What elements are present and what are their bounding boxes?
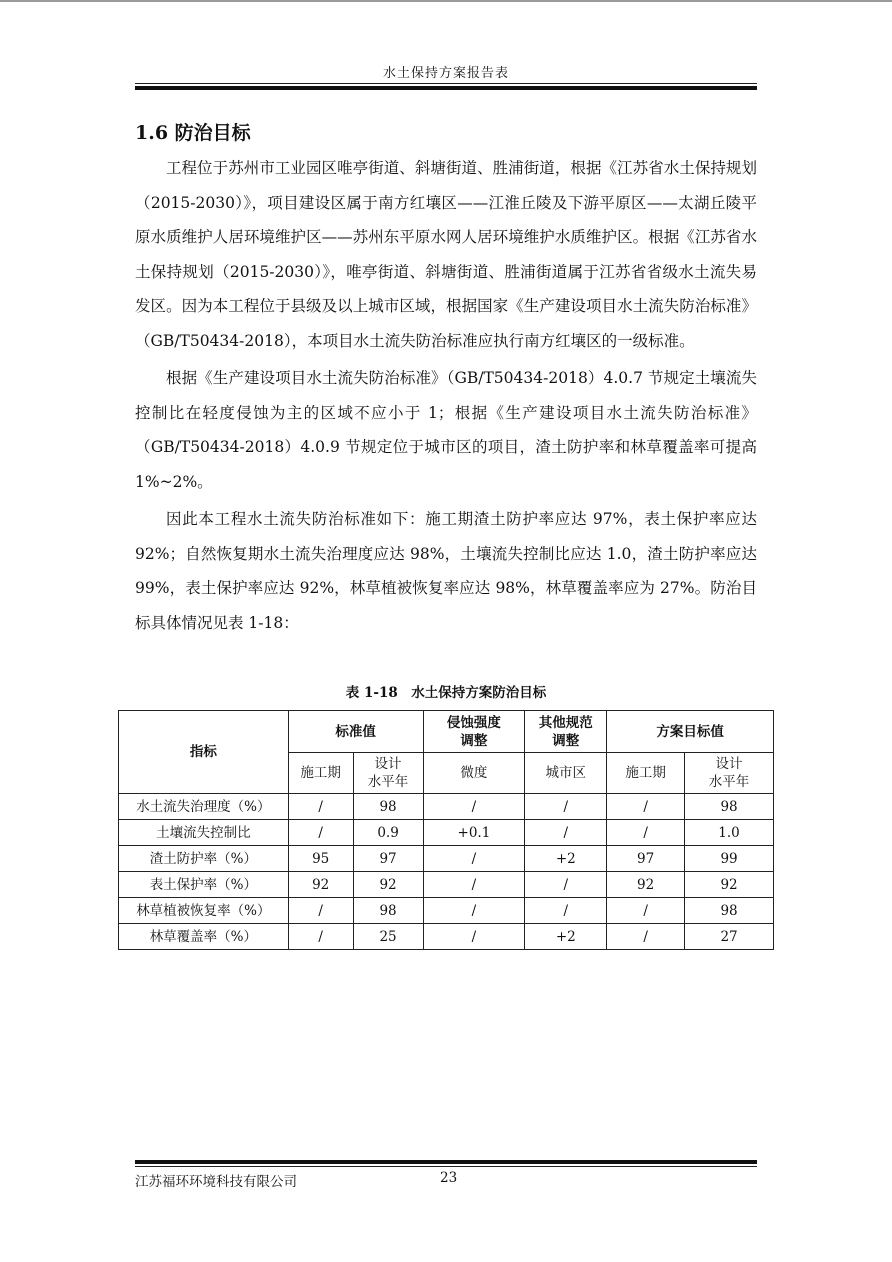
header-standard: 标准值 [288,711,423,753]
header-other-sub: 城市区 [525,753,607,794]
header-design-year: 设计 水平年 [353,753,423,794]
table-cell: 0.9 [353,820,423,846]
paragraph-location: 工程位于苏州市工业园区唯亭街道、斜塘街道、胜浦街道，根据《江苏省水土保持规划（2015-2030）》，项目建设区属于南方红壤区——江淮丘陵及下游平原区——太湖丘陵平原水质维护人居环境维护区——苏州东平原水网人居环境维护水质维护区。根据《江苏省水土保持规划（2015-2030）》，唯亭街道、斜塘街道、胜浦街道属于江苏省省级水土流失易发区。因为本工程位于县级及以上城市区域，根据国家《生产建设项目水土流失防治标准》（GB/T50434-2018），本项目水土流失防治标准应执行南方红壤区的一级标准。 [135,159,757,350]
row-indicator-name: 水土流失治理度（%） [119,794,289,820]
table-cell: / [423,872,525,898]
table-cell: 25 [353,924,423,950]
table-caption: 表 1-18 水土保持方案防治目标 [345,685,547,701]
table-row [119,794,774,820]
header-target: 方案目标值 [607,711,774,753]
table-cell: 98 [353,898,423,924]
table-cell: / [607,820,685,846]
page-header-title: 水土保持方案报告表 [382,66,509,81]
table-cell: 99 [685,846,774,872]
table-cell: 95 [288,846,353,872]
body-text [135,151,757,643]
header-target-design-year: 设计 水平年 [685,753,774,794]
table-cell: 92 [607,872,685,898]
table-row [119,820,774,846]
header-rule-thin [135,83,757,84]
table-cell: / [288,924,353,950]
row-indicator-name: 土壤流失控制比 [119,820,289,846]
table-cell: 98 [353,794,423,820]
header-target-construction: 施工期 [607,753,685,794]
table-cell: 27 [685,924,774,950]
table-cell: / [288,820,353,846]
paragraph-standard-basis: 根据《生产建设项目水土流失防治标准》（GB/T50434-2018）4.0.7 节规定土壤流失控制比在轻度侵蚀为主的区域不应小于 1；根据《生产建设项目水土流失防治标准》（GB/T50434-2018）4.0.9 节规定位于城市区的项目，渣土防护率和林草覆盖率可提高 1%~2%。 [135,369,757,491]
table-cell: / [607,924,685,950]
row-indicator-name: 林草植被恢复率（%） [119,898,289,924]
table-cell: / [288,794,353,820]
table-cell: 97 [607,846,685,872]
table-cell: / [423,898,525,924]
table-cell: 98 [685,794,774,820]
table-cell: 92 [353,872,423,898]
table-cell: +0.1 [423,820,525,846]
row-indicator-name: 表土保护率（%） [119,872,289,898]
table-cell: / [525,872,607,898]
table-row [119,846,774,872]
header-construction-period: 施工期 [288,753,353,794]
table-cell: 1.0 [685,820,774,846]
paragraph-targets: 因此本工程水土流失防治标准如下：施工期渣土防护率应达 97%，表土保护率应达 92%；自然恢复期水土流失治理度应达 98%，土壤流失控制比应达 1.0，渣土防护率应达 99%，表土保护率应达 92%，林草植被恢复率应达 98%，林草覆盖率应为 27%。防治目标具体情况见表 1-18： [135,510,757,632]
table-cell: 98 [685,898,774,924]
table-cell: / [525,898,607,924]
footer-rule-thick [135,1160,757,1164]
table-cell: / [288,898,353,924]
header-other-adjust: 其他规范 调整 [525,711,607,753]
page-number: 23 [440,1170,458,1186]
page-top-edge [0,0,892,2]
table-cell: / [423,924,525,950]
row-indicator-name: 林草覆盖率（%） [119,924,289,950]
table-cell: / [423,846,525,872]
header-rule-thick [135,86,757,90]
table-cell: / [525,820,607,846]
table-cell: 97 [353,846,423,872]
table-row [119,924,774,950]
section-title: 1.6 防治目标 [135,122,251,144]
targets-table [118,710,774,950]
header-erosion-sub: 微度 [423,753,525,794]
table-row [119,898,774,924]
table-cell: +2 [525,846,607,872]
table-cell: / [525,794,607,820]
table-row [119,872,774,898]
table-cell: 92 [685,872,774,898]
footer-company-name: 江苏福环环境科技有限公司 [135,1174,297,1190]
header-indicator: 指标 [119,711,289,794]
table-cell: / [607,794,685,820]
table-header-row-1 [119,711,774,753]
table-cell: / [423,794,525,820]
header-erosion-adjust: 侵蚀强度 调整 [423,711,525,753]
footer-rule-thin [135,1166,757,1167]
table-cell: 92 [288,872,353,898]
table-cell: +2 [525,924,607,950]
table-cell: / [607,898,685,924]
row-indicator-name: 渣土防护率（%） [119,846,289,872]
